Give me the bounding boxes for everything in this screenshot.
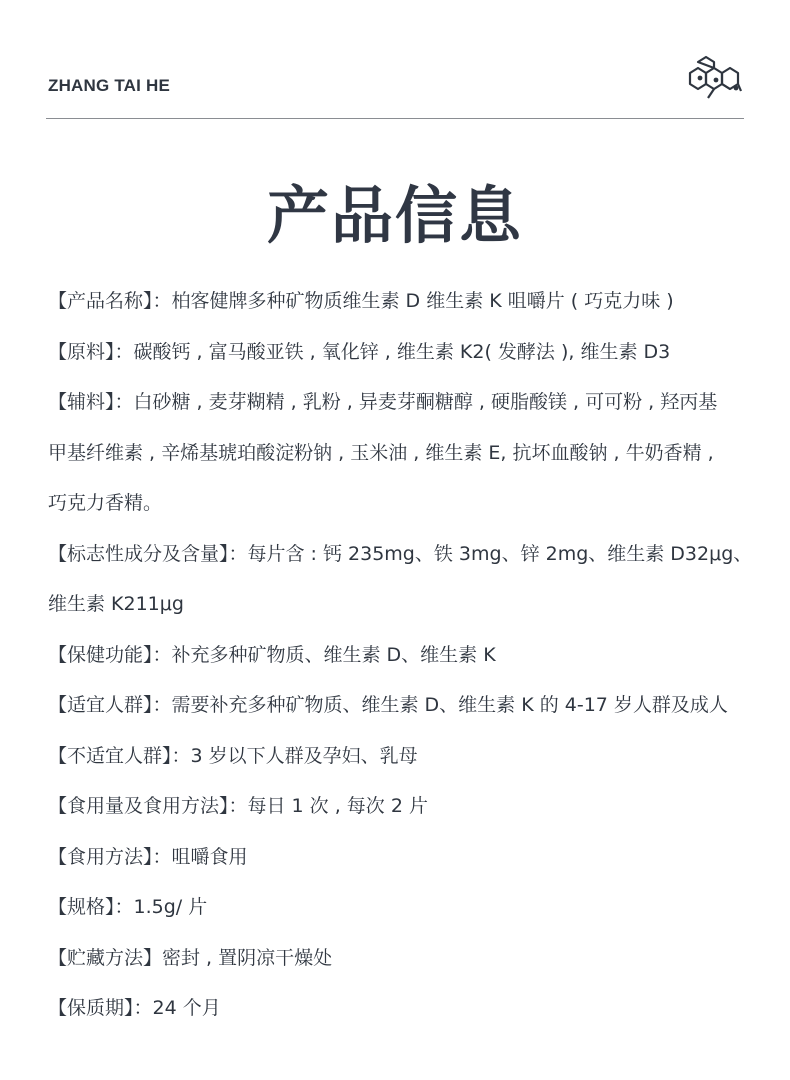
info-label: 【适宜人群】： bbox=[48, 694, 172, 716]
brand-name: ZHANG TAI HE bbox=[48, 76, 171, 95]
info-row bbox=[48, 428, 758, 479]
header-divider bbox=[46, 118, 744, 119]
info-label: 【食用方法】： bbox=[48, 845, 172, 868]
info-row bbox=[48, 983, 758, 1034]
info-row bbox=[48, 781, 758, 832]
info-row bbox=[48, 478, 758, 529]
page-title: 产品信息 bbox=[266, 179, 523, 252]
info-value: 需要补充多种矿物质、维生素 D、维生素 K 的 4-17 岁人群及成人 bbox=[171, 694, 728, 716]
info-value: 巧克力香精。 bbox=[48, 492, 163, 514]
info-label: 【规格】： bbox=[48, 896, 134, 918]
info-label: 【贮藏方法】 bbox=[48, 946, 163, 969]
info-value: 每日 1 次 , 每次 2 片 bbox=[247, 795, 428, 817]
product-info-list bbox=[48, 276, 758, 1034]
info-value: 补充多种矿物质、维生素 D、维生素 K bbox=[171, 643, 496, 666]
info-value: 咀嚼食用 bbox=[171, 845, 248, 868]
info-label: 【保质期】： bbox=[48, 997, 153, 1019]
info-value: 每片含 : 钙 235mg、铁 3mg、锌 2mg、维生素 D32μg、 bbox=[247, 542, 753, 565]
info-label: 【不适宜人群】： bbox=[48, 744, 191, 767]
info-row bbox=[48, 832, 758, 883]
info-value: 密封 , 置阴凉干燥处 bbox=[162, 946, 333, 969]
info-value: 维生素 K211μg bbox=[48, 593, 184, 615]
info-label: 【辅料】： bbox=[48, 391, 134, 413]
info-row bbox=[48, 630, 758, 681]
info-label: 【原料】： bbox=[48, 340, 134, 363]
info-row bbox=[48, 327, 758, 378]
info-value: 甲基纤维素 , 辛烯基琥珀酸淀粉钠 , 玉米油 , 维生素 E, 抗坏血酸钠 , 牛奶香精 , bbox=[48, 441, 714, 464]
info-row bbox=[48, 529, 758, 580]
hexagon-molecule-icon bbox=[678, 54, 744, 106]
info-row bbox=[48, 579, 758, 630]
info-label: 【标志性成分及含量】： bbox=[48, 542, 248, 565]
info-row bbox=[48, 731, 758, 782]
info-value: 1.5g/ 片 bbox=[133, 896, 208, 918]
info-row bbox=[48, 680, 758, 731]
info-value: 24 个月 bbox=[152, 997, 221, 1019]
info-label: 【食用量及食用方法】： bbox=[48, 795, 248, 817]
info-value: 碳酸钙 , 富马酸亚铁 , 氧化锌 , 维生素 K2( 发酵法 ), 维生素 D3 bbox=[133, 340, 671, 363]
info-row bbox=[48, 933, 758, 984]
info-row bbox=[48, 882, 758, 933]
page-header bbox=[48, 54, 744, 118]
info-label: 【产品名称】： bbox=[48, 290, 172, 312]
info-row bbox=[48, 276, 758, 327]
info-label: 【保健功能】： bbox=[48, 643, 172, 666]
info-value: 3 岁以下人群及孕妇、乳母 bbox=[190, 744, 418, 767]
info-row bbox=[48, 377, 758, 428]
info-value: 柏客健牌多种矿物质维生素 D 维生素 K 咀嚼片 ( 巧克力味 ) bbox=[171, 290, 674, 312]
info-value: 白砂糖 , 麦芽糊精 , 乳粉 , 异麦芽酮糖醇 , 硬脂酸镁 , 可可粉 , 羟丙基 bbox=[133, 391, 718, 413]
